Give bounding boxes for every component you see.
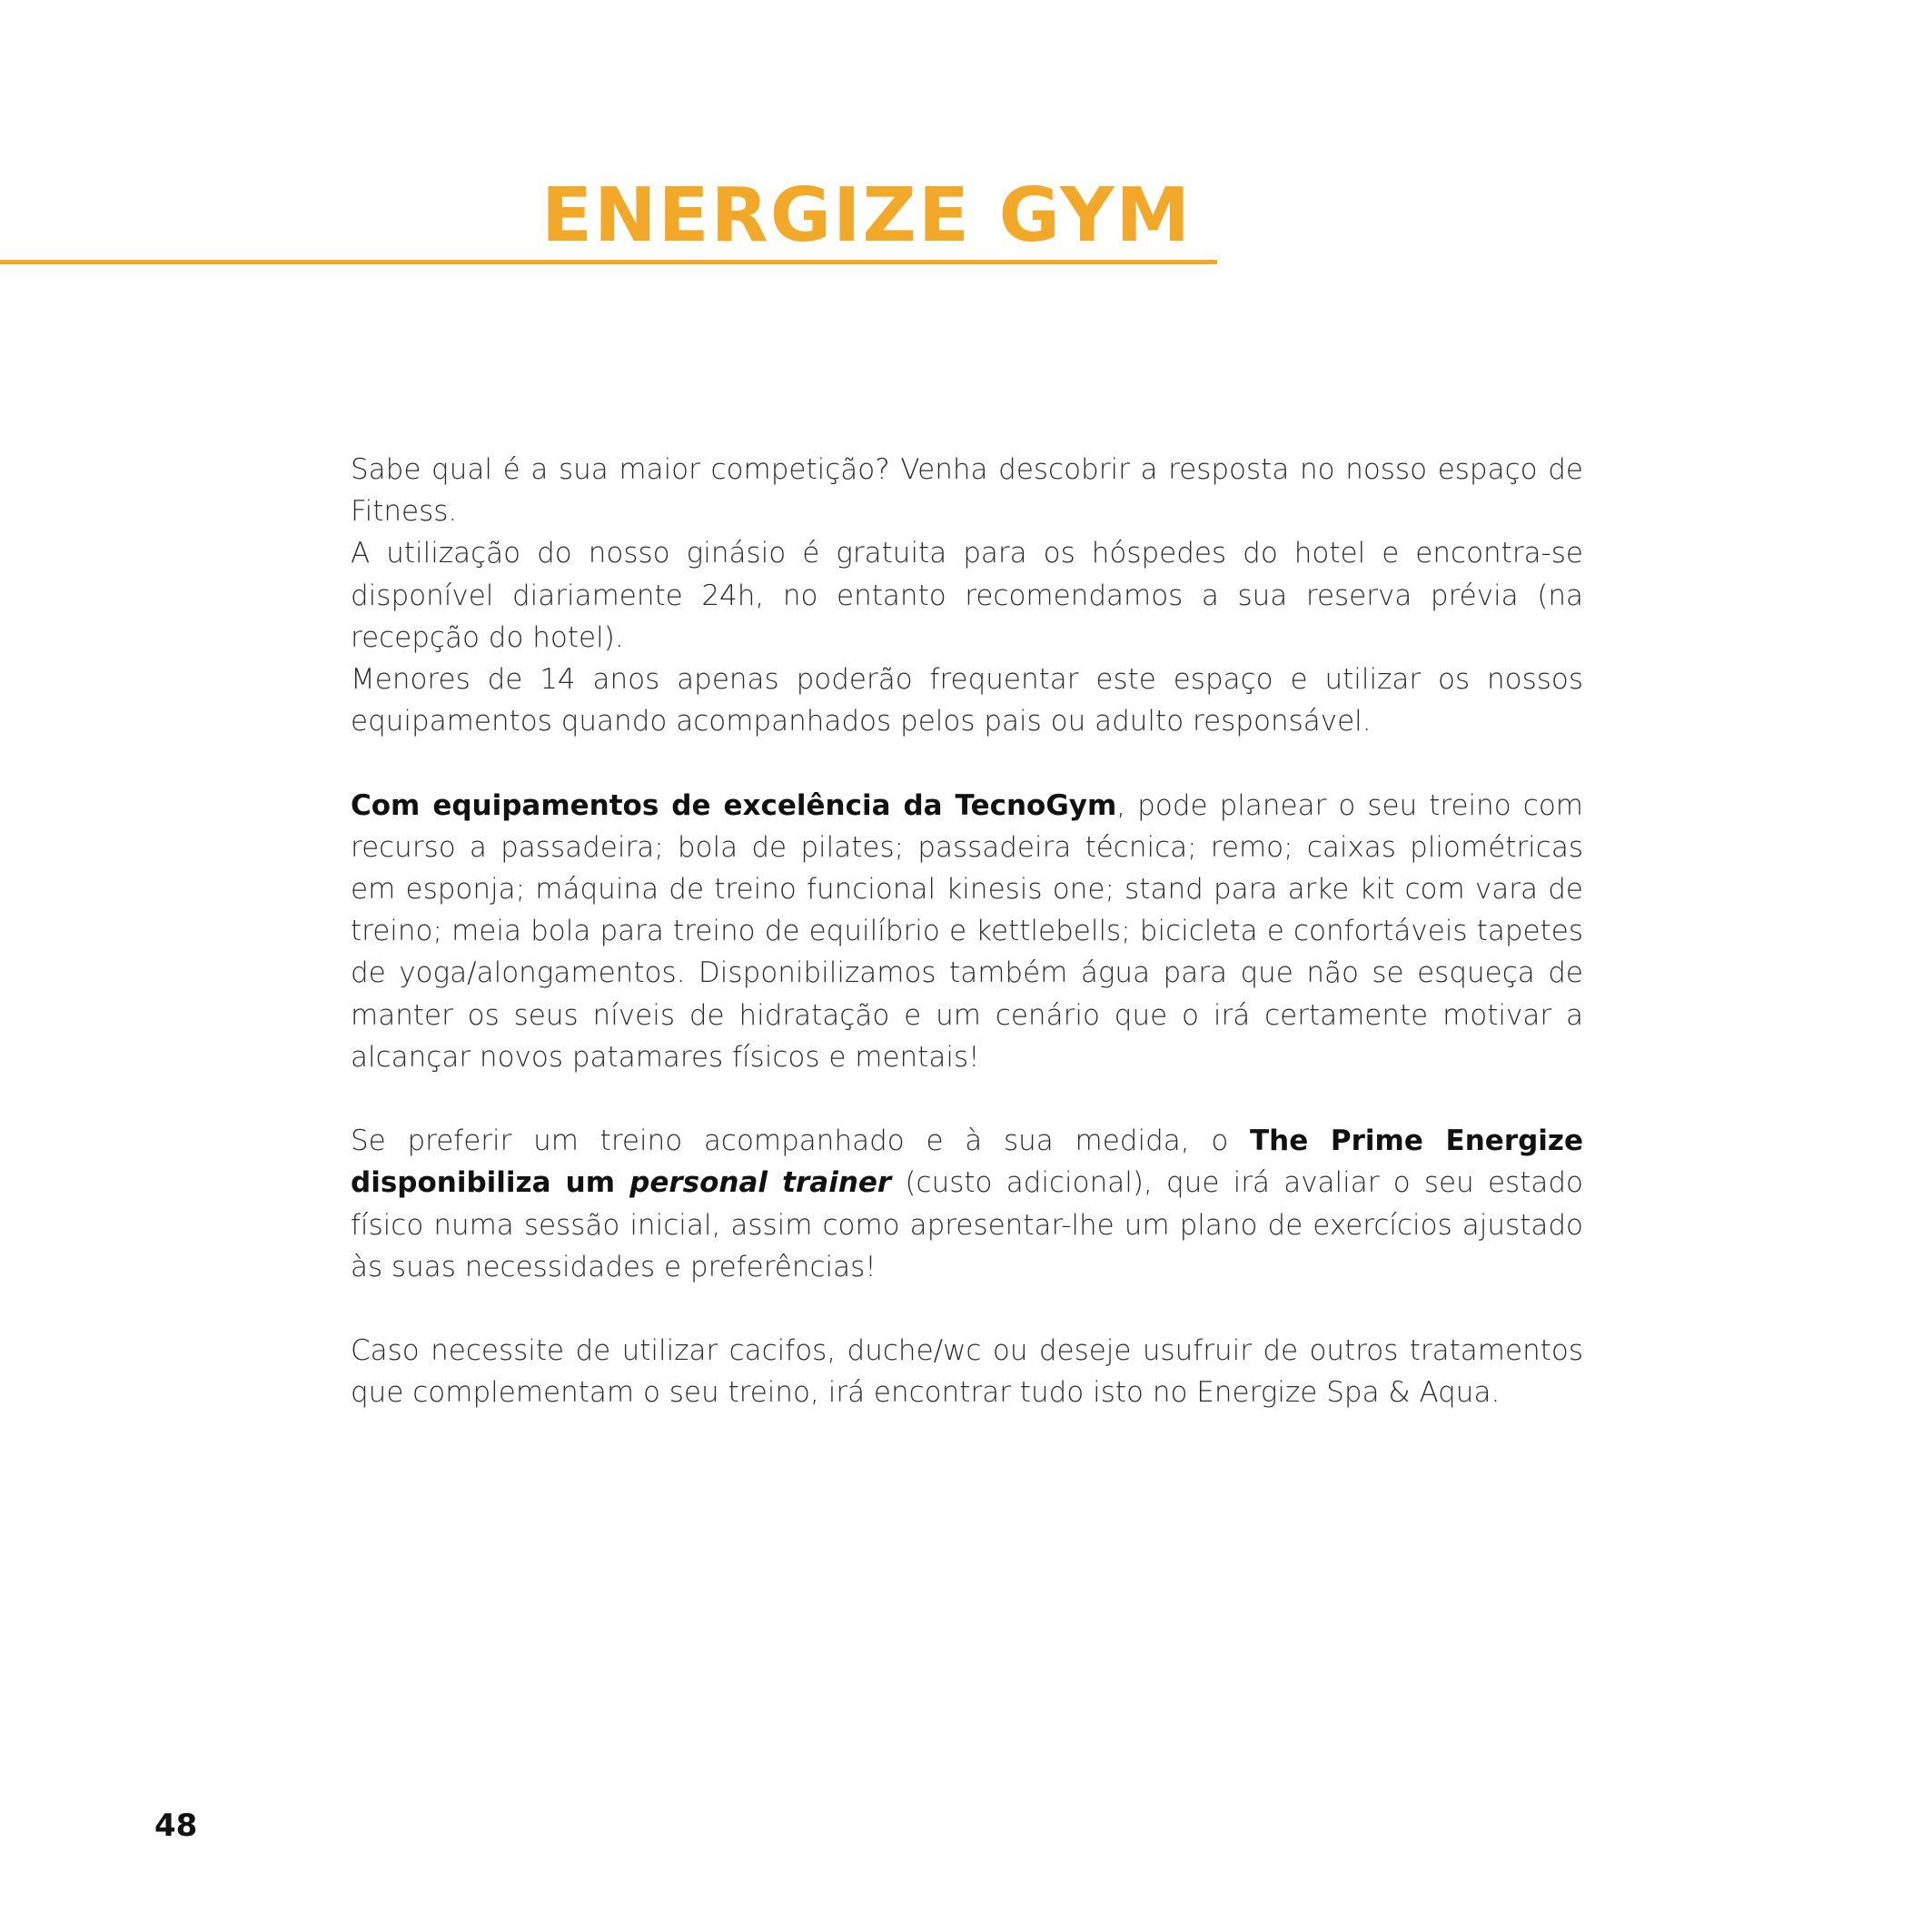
page-number: 48 [154, 1808, 198, 1844]
trainer-bold-italic: personal trainer [629, 1166, 892, 1200]
intro-paragraph-1: Sabe qual é a sua maior competição? Venha descobrir a resposta no nosso espaço de Fitness. [351, 453, 1583, 529]
equipment-text: , pode planear o seu treino com recurso a passadeira; bola de pilates; passadeira técnica; remo; caixas pliométricas em esponja; máquina de treino funcional kinesis one; stand para arke kit com vara de treino; meia bola para treino de equilíbrio e kettlebells; bicicleta e confortáveis tapetes de yoga/alongamentos. Disponibilizamos também água para que não se esqueça de manter os seus níveis de hidratação e um cenário que o irá certamente motivar a alcançar novos patamares físicos e mentais! [351, 788, 1584, 1074]
title-underline [0, 260, 1217, 264]
equipment-paragraph [351, 785, 1583, 1078]
intro-paragraph-2: A utilização do nosso ginásio é gratuita para os hóspedes do hotel e encontra-se disponível diariamente 24h, no entanto recomendamos a sua reserva prévia (na recepção do hotel). [351, 537, 1583, 654]
trainer-paragraph [351, 1120, 1583, 1288]
trainer-bold: The Prime Energize disponibiliza um [351, 1125, 1583, 1200]
trainer-text-after: (custo adicional), que irá avaliar o seu estado físico numa sessão inicial, assim como apresentar-lhe um plano de exercícios ajustado às suas necessidades e preferências! [351, 1166, 1584, 1283]
intro-paragraph-3: Menores de 14 anos apenas poderão frequentar este espaço e utilizar os nossos equipamentos quando acompanhados pelos pais ou adulto responsável. [351, 663, 1583, 738]
spa-paragraph: Caso necessite de utilizar cacifos, duche/wc ou deseje usufruir de outros tratamentos que complementam o seu treino, irá encontrar tudo isto no Energize Spa & Aqua. [351, 1334, 1583, 1410]
body-text [351, 449, 1583, 1414]
trainer-text-before: Se preferir um treino acompanhado e à sua medida, o [351, 1125, 1251, 1158]
equipment-lead: Com equipamentos de excelência da TecnoGym [351, 788, 1117, 822]
page-title: ENERGIZE GYM [540, 173, 1193, 259]
